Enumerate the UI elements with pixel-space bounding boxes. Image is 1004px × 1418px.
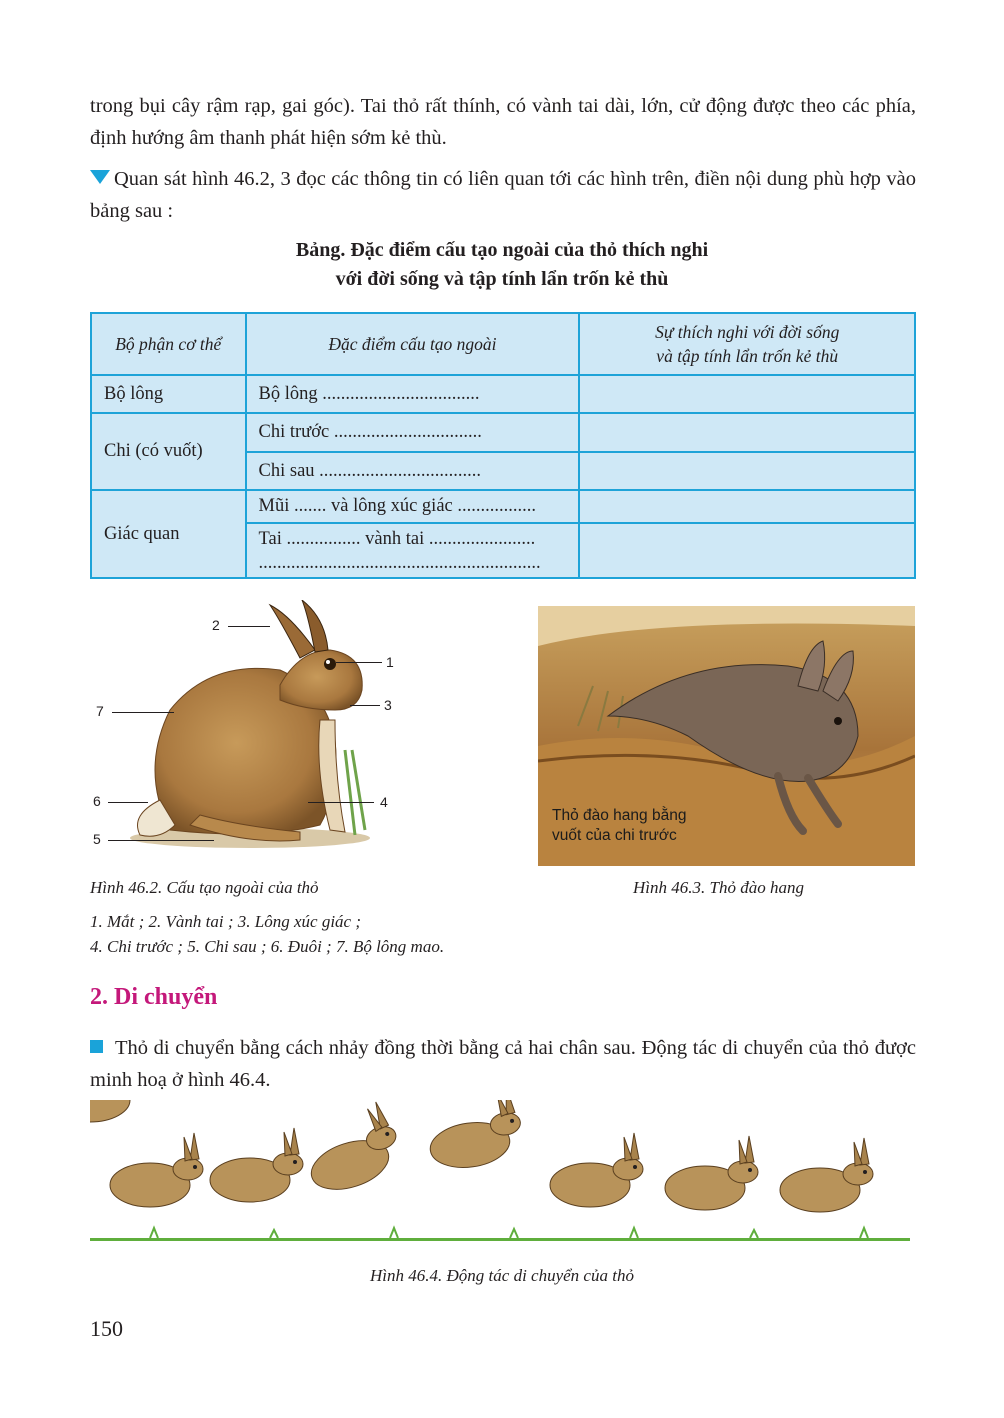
task-paragraph xyxy=(90,163,916,227)
cell-nose-feature: Mũi ....... và lông xúc giác ................. xyxy=(246,490,580,523)
rabbit-motion-sequence-illustration xyxy=(90,1100,910,1250)
table-title-line1: Bảng. Đặc điểm cấu tạo ngoài của thỏ thích nghi xyxy=(295,239,709,261)
cell-front-limb-answer[interactable] xyxy=(579,413,915,452)
table-row xyxy=(91,413,915,452)
section-heading: 2. Di chuyển xyxy=(90,984,218,1010)
cell-nose-answer[interactable] xyxy=(579,490,915,523)
table-title-line2: với đời sống và tập tính lẩn trốn kẻ thù xyxy=(335,268,669,290)
task-text: Quan sát hình 46.2, 3 đọc các thông tin có liên quan tới các hình trên, điền nội dung phù hợp vào bảng sau : xyxy=(90,168,916,222)
figure-46-3-overlay-text xyxy=(552,806,686,846)
label-2: 2 xyxy=(212,617,220,633)
figure-46-2-caption: Hình 46.2. Cấu tạo ngoài của thỏ xyxy=(90,878,319,897)
ear-feature-line1: Tai ................ vành tai ....................... xyxy=(258,528,536,549)
figure-46-3-caption: Hình 46.3. Thỏ đào hang xyxy=(633,878,804,897)
cell-fur-answer[interactable] xyxy=(579,375,915,413)
leader-line-1 xyxy=(336,662,382,663)
rabbit-anatomy-illustration xyxy=(130,600,390,860)
figure-46-2-legend-line1: 1. Mắt ; 2. Vành tai ; 3. Lông xúc giác ; xyxy=(90,912,362,931)
overlay-line1: Thỏ đào hang bằng xyxy=(552,807,687,824)
label-6: 6 xyxy=(93,793,101,809)
table-header-row xyxy=(91,313,915,375)
header-body-part: Bộ phận cơ thể xyxy=(91,313,246,375)
adaptation-table xyxy=(90,312,916,579)
intro-paragraph: trong bụi cây rậm rạp, gai góc). Tai thỏ rất thính, có vành tai dài, lớn, cử động được theo các phía, định hướng âm thanh phát hiện sớm kẻ thù. xyxy=(90,95,916,149)
page-number: 150 xyxy=(90,1316,123,1341)
cell-hind-limb-feature: Chi sau ................................... xyxy=(246,452,580,490)
cell-fur-part: Bộ lông xyxy=(91,375,246,413)
cell-hind-limb-answer[interactable] xyxy=(579,452,915,490)
figure-46-4-caption: Hình 46.4. Động tác di chuyển của thỏ xyxy=(370,1266,634,1285)
leader-line-6 xyxy=(108,802,148,803)
table-row xyxy=(91,375,915,413)
label-4: 4 xyxy=(380,794,388,810)
cell-limb-part: Chi (có vuốt) xyxy=(91,413,246,490)
header-adaptation-line1: Sự thích nghi với đời sống xyxy=(655,322,840,342)
table-row xyxy=(91,490,915,523)
leader-line-3 xyxy=(350,705,380,706)
cell-sense-part: Giác quan xyxy=(91,490,246,578)
header-adaptation-line2: và tập tính lẩn trốn kẻ thù xyxy=(656,346,839,366)
ear-feature-line2: ............................................................. xyxy=(258,552,541,573)
triangle-bullet-icon xyxy=(90,170,110,184)
figure-46-2-legend-line2: 4. Chi trước ; 5. Chi sau ; 6. Đuôi ; 7. Bộ lông mao. xyxy=(90,937,445,956)
header-external-feature: Đặc điểm cấu tạo ngoài xyxy=(246,313,580,375)
square-bullet-icon xyxy=(90,1040,103,1053)
cell-front-limb-feature: Chi trước ................................ xyxy=(246,413,580,452)
label-3: 3 xyxy=(384,697,392,713)
leader-line-5 xyxy=(108,840,214,841)
cell-ear-feature xyxy=(246,523,580,578)
cell-fur-feature: Bộ lông .................................. xyxy=(246,375,580,413)
label-5: 5 xyxy=(93,831,101,847)
leader-line-4 xyxy=(308,802,374,803)
leader-line-2 xyxy=(228,626,270,627)
label-7: 7 xyxy=(96,703,104,719)
overlay-line2: vuốt của chi trước xyxy=(552,827,677,844)
cell-ear-answer[interactable] xyxy=(579,523,915,578)
leader-line-7 xyxy=(112,712,174,713)
header-adaptation xyxy=(579,313,915,375)
label-1: 1 xyxy=(386,654,394,670)
movement-paragraph xyxy=(90,1032,916,1096)
movement-text: Thỏ di chuyển bằng cách nhảy đồng thời bằng cả hai chân sau. Động tác di chuyển của thỏ được minh hoạ ở hình 46.4. xyxy=(90,1037,916,1091)
